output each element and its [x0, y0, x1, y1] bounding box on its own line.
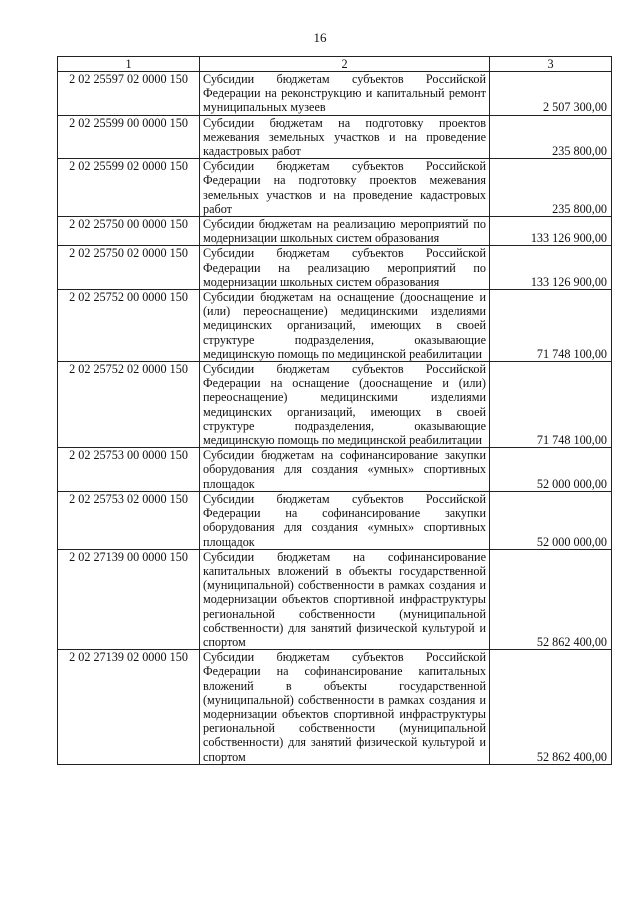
amount-cell: 235 800,00: [490, 115, 612, 159]
budget-code-cell: 2 02 27139 00 0000 150: [58, 549, 200, 649]
table-header-row: [58, 57, 612, 72]
description-cell: Субсидии бюджетам на оснащение (дооснащение и (или) переоснащение) медицинскими изделиями медицинских организаций, имеющих в своей структуре подразделения, оказывающие медицинскую помощь по медицинской реабилитации: [200, 290, 490, 362]
budget-code-cell: 2 02 27139 02 0000 150: [58, 650, 200, 765]
description-cell: Субсидии бюджетам субъектов Российской Федерации на софинансирование закупки оборудования для создания «умных» спортивных площадок: [200, 491, 490, 549]
column-header-amount: 3: [490, 57, 612, 72]
budget-code-cell: 2 02 25750 00 0000 150: [58, 217, 200, 246]
table-row: [58, 650, 612, 765]
amount-cell: 71 748 100,00: [490, 290, 612, 362]
budget-code-cell: 2 02 25752 00 0000 150: [58, 290, 200, 362]
table-row: [58, 159, 612, 217]
budget-code-cell: 2 02 25599 02 0000 150: [58, 159, 200, 217]
amount-cell: 52 000 000,00: [490, 448, 612, 492]
table-row: [58, 362, 612, 448]
description-cell: Субсидии бюджетам на реализацию мероприятий по модернизации школьных систем образования: [200, 217, 490, 246]
budget-code-cell: 2 02 25753 00 0000 150: [58, 448, 200, 492]
budget-code-cell: 2 02 25752 02 0000 150: [58, 362, 200, 448]
table-row: [58, 217, 612, 246]
description-cell: Субсидии бюджетам на софинансирование закупки оборудования для создания «умных» спортивных площадок: [200, 448, 490, 492]
description-cell: Субсидии бюджетам субъектов Российской Федерации на подготовку проектов межевания земельных участков и на проведение кадастровых работ: [200, 159, 490, 217]
amount-cell: 133 126 900,00: [490, 246, 612, 290]
description-cell: Субсидии бюджетам на подготовку проектов межевания земельных участков и на проведение кадастровых работ: [200, 115, 490, 159]
table-row: [58, 72, 612, 116]
budget-table: [57, 56, 612, 765]
table-row: [58, 290, 612, 362]
amount-cell: 2 507 300,00: [490, 72, 612, 116]
page-number: 16: [313, 30, 327, 45]
table-row: [58, 448, 612, 492]
budget-code-cell: 2 02 25753 02 0000 150: [58, 491, 200, 549]
description-cell: Субсидии бюджетам субъектов Российской Федерации на реализацию мероприятий по модернизации школьных систем образования: [200, 246, 490, 290]
amount-cell: 133 126 900,00: [490, 217, 612, 246]
amount-cell: 235 800,00: [490, 159, 612, 217]
table-row: [58, 549, 612, 649]
table-row: [58, 491, 612, 549]
description-cell: Субсидии бюджетам субъектов Российской Федерации на реконструкцию и капитальный ремонт муниципальных музеев: [200, 72, 490, 116]
column-header-description: 2: [200, 57, 490, 72]
amount-cell: 52 862 400,00: [490, 650, 612, 765]
table-row: [58, 246, 612, 290]
column-header-code: 1: [58, 57, 200, 72]
table-body: [58, 72, 612, 765]
amount-cell: 71 748 100,00: [490, 362, 612, 448]
table-row: [58, 115, 612, 159]
description-cell: Субсидии бюджетам субъектов Российской Федерации на софинансирование капитальных вложений в объекты государственной (муниципальной) собственности в рамках создания и модернизации объектов спортивной инфраструктуры региональной собственности (муниципальной собственности) для занятий физической культурой и спортом: [200, 650, 490, 765]
budget-code-cell: 2 02 25597 02 0000 150: [58, 72, 200, 116]
amount-cell: 52 000 000,00: [490, 491, 612, 549]
amount-cell: 52 862 400,00: [490, 549, 612, 649]
budget-code-cell: 2 02 25750 02 0000 150: [58, 246, 200, 290]
description-cell: Субсидии бюджетам на софинансирование капитальных вложений в объекты государственной (муниципальной) собственности в рамках создания и модернизации объектов спортивной инфраструктуры региональной собственности (муниципальной собственности) для занятий физической культурой и спортом: [200, 549, 490, 649]
budget-code-cell: 2 02 25599 00 0000 150: [58, 115, 200, 159]
description-cell: Субсидии бюджетам субъектов Российской Федерации на оснащение (дооснащение и (или) переоснащение) медицинскими изделиями медицинских организаций, имеющих в своей структуре подразделения, оказывающие медицинскую помощь по медицинской реабилитации: [200, 362, 490, 448]
